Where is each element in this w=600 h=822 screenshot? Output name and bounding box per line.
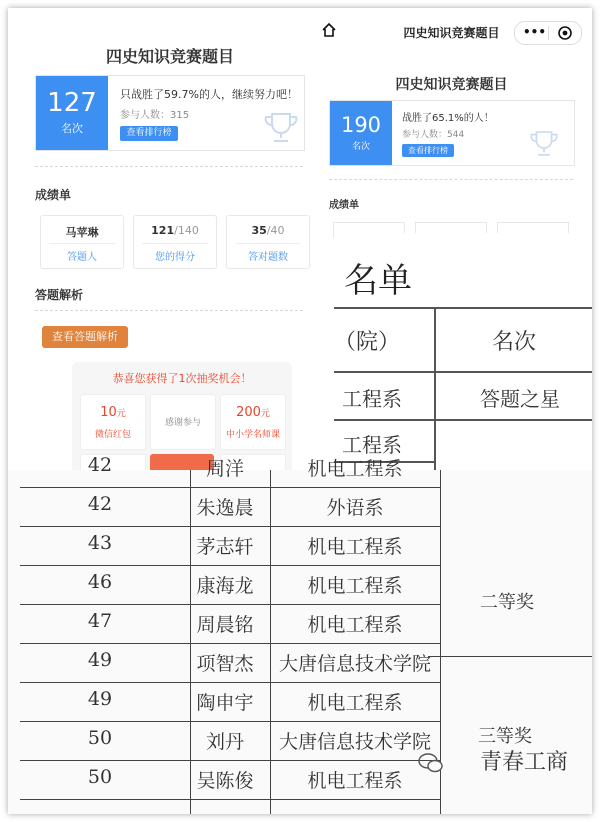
dept-cell: 机电工程系 <box>307 614 403 636</box>
prize-thanks[interactable] <box>150 394 216 450</box>
view-analysis-button[interactable]: 查看答题解析 <box>42 326 128 348</box>
score-cell: 49 <box>87 649 113 671</box>
stat-label: 您的得分 <box>155 252 195 263</box>
prize-amount-value: 10 <box>100 405 117 420</box>
analysis-section-title: 答题解析 <box>35 288 84 302</box>
trophy-icon <box>528 127 560 159</box>
stat-value <box>134 224 216 237</box>
correct-value: 35 <box>251 224 267 237</box>
name-cell: 周晨铭 <box>196 614 254 636</box>
participants-count: 参与人数：315 <box>120 110 190 121</box>
prize-amount <box>221 405 285 420</box>
stat-value: 马苹琳 <box>65 226 99 239</box>
watermark-text: 青春工商 <box>479 750 568 775</box>
rank-unit: 名次 <box>351 142 370 152</box>
leaderboard-button[interactable]: 查看排行榜 <box>402 144 454 157</box>
table-rule <box>334 307 592 309</box>
prize-amount-unit: 元 <box>260 409 270 419</box>
dept-cell: 外语系 <box>326 497 384 519</box>
prize-amount-unit: 元 <box>116 409 126 419</box>
winners-list <box>8 454 592 814</box>
name-cell: 周洋 <box>205 458 244 480</box>
leaderboard-button[interactable]: 查看排行榜 <box>120 126 178 141</box>
score-cell: 49 <box>87 688 113 710</box>
rank-card <box>329 100 575 166</box>
score-cell: 43 <box>87 532 113 554</box>
name-cell: 项智杰 <box>196 653 254 675</box>
table-row <box>20 448 440 488</box>
left-screen <box>20 28 320 488</box>
prize-name: 微信红包 <box>94 430 131 440</box>
prize-name: 中小学名师课 <box>225 430 280 440</box>
close-target-icon[interactable] <box>557 25 573 41</box>
prize-red-packet[interactable] <box>80 394 146 450</box>
rank-column-header: 名次 <box>492 330 537 355</box>
cert-dept-cell: 工程系 <box>342 387 402 411</box>
table-row <box>20 643 440 683</box>
stat-separator <box>49 243 115 244</box>
stat-card-score <box>133 215 217 269</box>
stat-separator <box>235 243 301 244</box>
name-cell: 陶申宇 <box>196 692 254 714</box>
dept-cell: 机电工程系 <box>307 692 403 714</box>
score-cell: 46 <box>87 571 113 593</box>
rank-message: 只战胜了59.7%的人，继续努力吧！ <box>120 88 298 101</box>
divider <box>35 166 303 167</box>
menu-capsule <box>514 21 582 45</box>
page-title: 四史知识竞赛题目 <box>395 77 508 93</box>
table-rule <box>334 419 592 421</box>
name-cell: 刘丹 <box>205 731 244 753</box>
prize-amount <box>81 405 145 420</box>
name-cell: 康海龙 <box>196 575 254 597</box>
trophy-icon <box>262 108 300 146</box>
table-row <box>20 604 440 644</box>
table-row <box>20 721 440 761</box>
divider <box>329 179 573 180</box>
rank-message: 战胜了65.1%的人！ <box>402 113 494 124</box>
prize-course[interactable] <box>220 394 286 450</box>
divider <box>35 310 303 311</box>
capsule-separator <box>548 26 549 40</box>
prize-amount-value: 200 <box>236 405 261 420</box>
name-cell: 茅志轩 <box>196 536 254 558</box>
table-row <box>20 565 440 605</box>
score-value: 121 <box>151 224 175 237</box>
score-cell: 50 <box>87 766 113 788</box>
rank-box <box>36 76 108 150</box>
dept-cell: 机电工程系 <box>307 575 403 597</box>
stat-card-name <box>40 215 124 269</box>
cert-award-cell: 答题之星 <box>480 387 560 411</box>
wechat-watermark-icon <box>418 752 444 774</box>
dept-column-header: （院） <box>334 330 401 355</box>
page-title: 四史知识竞赛题目 <box>105 47 234 66</box>
dept-cell: 机电工程系 <box>307 770 403 792</box>
rank-number: 127 <box>47 88 97 118</box>
stat-value <box>227 224 309 237</box>
score-max: /140 <box>174 224 199 237</box>
name-cell: 吴陈俊 <box>196 770 254 792</box>
home-icon[interactable] <box>321 22 337 38</box>
award-third: 三等奖 <box>478 726 532 747</box>
more-icon[interactable]: ••• <box>523 25 547 39</box>
score-cell: 50 <box>87 727 113 749</box>
score-cell: 42 <box>87 493 113 515</box>
score-cell: 42 <box>87 454 113 476</box>
nav-title: 四史知识竞赛题目 <box>403 26 500 40</box>
rank-number: 190 <box>340 113 382 137</box>
dept-cell: 大唐信息技术学院 <box>278 731 431 753</box>
table-rule <box>334 371 592 373</box>
table-row <box>20 487 440 527</box>
cert-dept-cell: 工程系 <box>342 433 402 457</box>
column-line <box>190 470 191 814</box>
dept-cell: 机电工程系 <box>307 536 403 558</box>
scores-section-title: 成绩单 <box>329 200 359 211</box>
stat-separator <box>142 243 208 244</box>
certificate-title: 名单 <box>344 261 412 301</box>
award-divider <box>428 656 592 657</box>
table-row <box>20 760 440 800</box>
navbar <box>311 16 592 46</box>
column-line <box>270 470 271 814</box>
rank-unit: 名次 <box>61 122 83 135</box>
score-cell: 47 <box>87 610 113 632</box>
dept-cell: 机电工程系 <box>307 458 403 480</box>
dept-cell: 大唐信息技术学院 <box>278 653 431 675</box>
table-row <box>20 526 440 566</box>
lottery-title: 恭喜您获得了1次抽奖机会！ <box>112 372 252 385</box>
stat-card-correct <box>226 215 310 269</box>
collage <box>8 8 592 814</box>
participants-count: 参与人数：544 <box>402 130 465 140</box>
correct-max: /40 <box>266 224 285 237</box>
name-cell: 朱逸晨 <box>196 497 254 519</box>
prize-text: 感谢参与 <box>164 418 201 428</box>
stat-label: 答题人 <box>67 252 97 263</box>
scores-section-title: 成绩单 <box>35 188 72 202</box>
table-row <box>20 682 440 722</box>
rank-card <box>35 75 305 151</box>
stat-label: 答对题数 <box>248 252 288 263</box>
rank-box <box>330 101 392 165</box>
award-second: 二等奖 <box>480 592 534 613</box>
